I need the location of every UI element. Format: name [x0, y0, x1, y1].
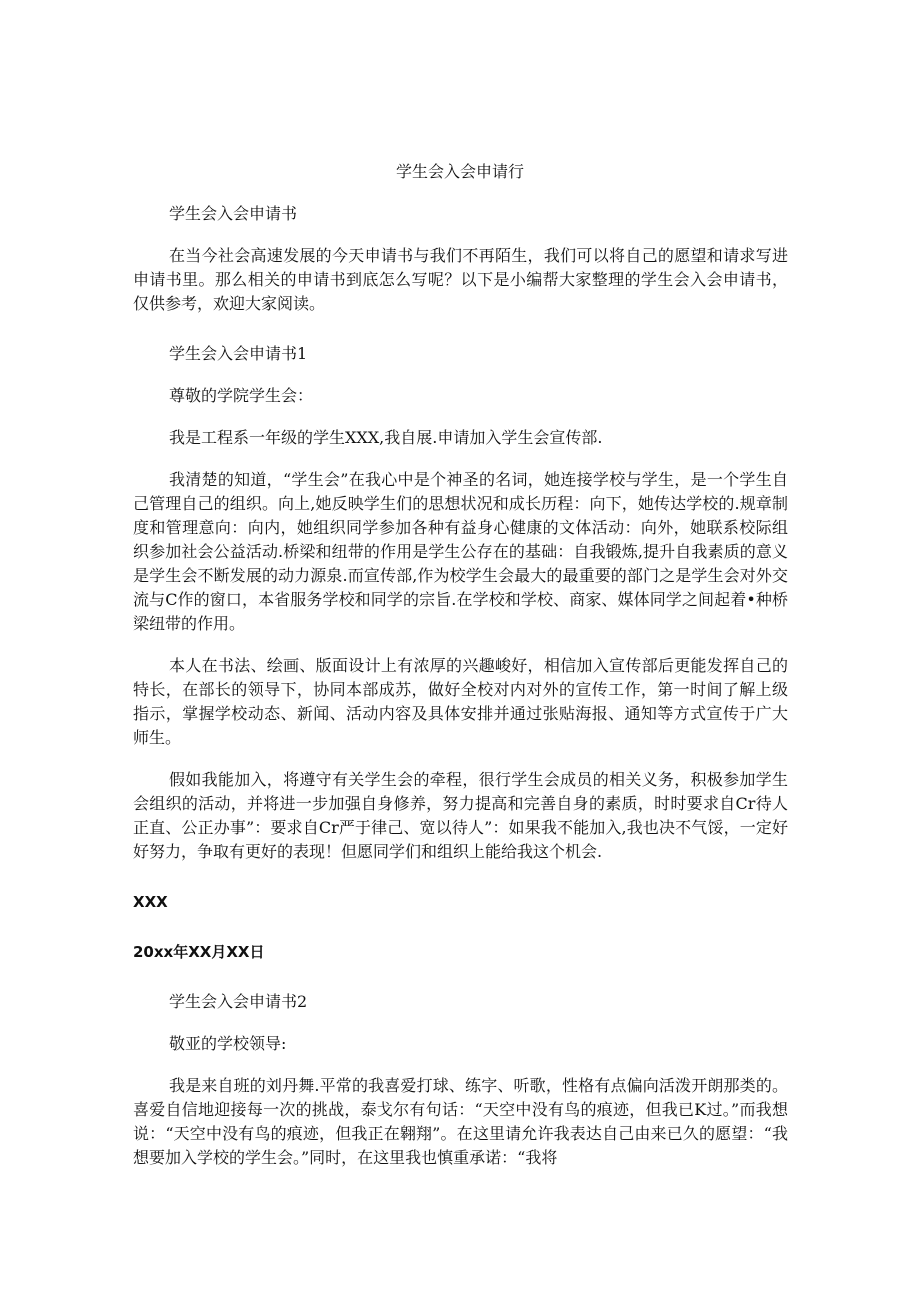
body-paragraph: 我清楚的知道，“学生会”在我心中是个神圣的名词，她连接学校与学生，是一个学生自己管理自己的组织。向上,她反映学生们的思想状况和成长历程：向下，她传达学校的.规章制度和管理意向：向内，她组织同学参加各种有益身心健康的文体活动：向外，她联系校际组织参加社会公益活动.桥梁和纽带的作用是学生公存在的基础：自我锻炼,提升自我素质的意义是学生会不断发展的动力源泉.而宣传部,作为校学生会最大的最重要的部门之是学生会对外交流与C作的窗口，本省服务学校和同学的宗旨.在学校和学校、商家、媒体同学之间起着•种桥梁纽带的作用。 [133, 470, 788, 633]
body-paragraph: 本人在书法、绘画、版面设计上有浓厚的兴趣峻好，相信加入宣传部后更能发挥自己的特长，在部长的领导下，协同本部成苏，做好全校对内对外的宣传工作，第一时间了解上级指示，掌握学校动态、新闻、活动内容及具体安排并通过张贴海报、通知等方式宣传于广大师生。 [133, 656, 788, 747]
section-heading: 学生会入会申请书 [169, 204, 298, 223]
body-paragraph: 假如我能加入，将遵守有关学生会的牵程，很行学生会成员的相关义务，积极参加学生会组织的活动，并将进一步加强自身修养，努力提高和完善自身的素质，时时要求自Cr待人正直、公正办事”：要求自Cr严于律己、宽以待人”：如果我不能加入,我也决不气馁，一定好好努力，争取有更好的表现！但愿同学们和组织上能给我这个机会. [133, 770, 788, 861]
body-paragraph: 我是工程系一年级的学生XXX,我自展.申请加入学生会宣传部. [169, 428, 603, 447]
intro-paragraph: 在当今社会高速发展的今天申请书与我们不再陌生，我们可以将自己的愿望和请求写进申请书里。那么相关的申请书到底怎么写呢？以下是小编帮大家整理的学生会入会申请书，仅供参考，欢迎大家阅读。 [133, 246, 788, 313]
section-heading-1: 学生会入会申请书1 [169, 344, 308, 363]
signature-date: 20xx年XX月XX日 [133, 943, 265, 961]
document-title: 学生会入会申请行 [395, 162, 524, 181]
document-body [133, 202, 788, 1170]
salutation-2: 敬亚的学校领导: [169, 1034, 287, 1053]
salutation-1: 尊敬的学院学生会： [169, 386, 314, 405]
section-heading-2: 学生会入会申请书2 [169, 992, 308, 1011]
body-paragraph: 我是来自班的刘丹舞.平常的我喜爱打球、练字、听歌，性格有点偏向活泼开朗那类的。喜爱自信地迎接每一次的挑战，泰戈尔有句话：“天空中没有鸟的痕迹，但我已K过。”而我想说：“天空中没有鸟的痕迹，但我正在翱翔”。在这里请允许我表达自己由来已久的愿望：“我想要加入学校的学生会。”同时，在这里我也慎重承诺：“我将 [133, 1076, 788, 1167]
signature-name: XXX [133, 893, 168, 911]
